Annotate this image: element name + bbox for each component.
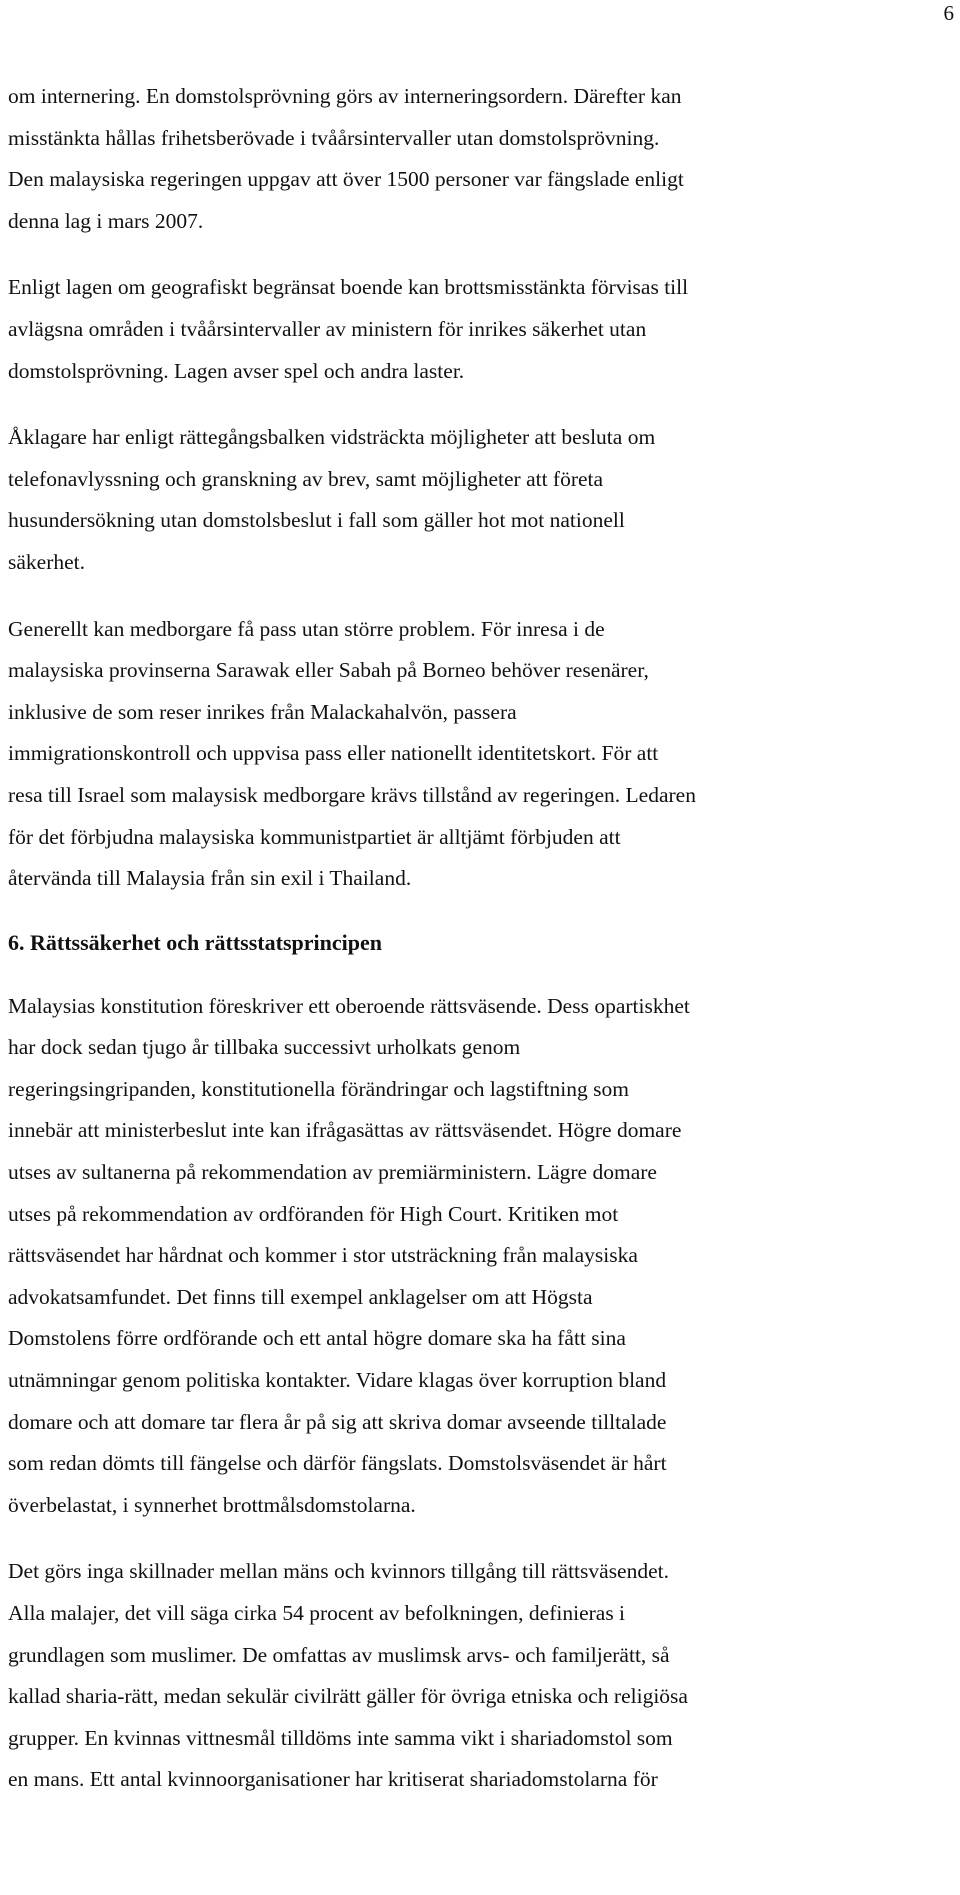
paragraph-pass: Generellt kan medborgare få pass utan större problem. För inresa i de malaysiska provinserna Sarawak eller Sabah på Borneo behöver resenärer, inklusive de som reser inrikes från Malackahalvön, passera immigrationskontroll och uppvisa pass eller nationellt identitetskort. För att resa till Israel som malaysisk medborgare krävs tillstånd av regeringen. Ledaren för det förbjudna malaysiska kommunistpartiet är alltjämt förbjuden att återvända till Malaysia från sin exil i Thailand.: [8, 616, 696, 891]
section-heading: 6. Rättssäkerhet och rättsstatsprincipen: [8, 929, 382, 955]
paragraph-aklagare: Åklagare har enligt rättegångsbalken vidsträckta möjligheter att besluta om telefonavlyssning och granskning av brev, samt möjligheter att företa husundersökning utan domstolsbeslut i fall som gäller hot mot nationell säkerhet.: [8, 425, 656, 574]
page-number: 6: [943, 1, 954, 25]
paragraph-kvinnor: Det görs inga skillnader mellan mäns och kvinnors tillgång till rättsväsendet. Alla malajer, det vill säga cirka 54 procent av befolkningen, definieras i grundlagen som muslimer. De omfattas av muslimsk arvs- och familjerätt, så kallad sharia-rätt, medan sekulär civilrätt gäller för övriga etniska och religiösa grupper. En kvinnas vittnesmål tilldöms inte samma vikt i shariadomstol som en mans. Ett antal kvinnoorganisationer har kritiserat shariadomstolarna för: [8, 1559, 688, 1792]
document-body: [8, 76, 958, 1801]
paragraph-rattsvasende: Malaysias konstitution föreskriver ett oberoende rättsväsende. Dess opartiskhet har dock sedan tjugo år tillbaka successivt urholkats genom regeringsingripanden, konstitutionella förändringar och lagstiftning som innebär att ministerbeslut inte kan ifrågasättas av rättsväsendet. Högre domare utses av sultanerna på rekommendation av premiärministern. Lägre domare utses på rekommendation av ordföranden för High Court. Kritiken mot rättsväsendet har hårdnat och kommer i stor utsträckning från malaysiska advokatsamfundet. Det finns till exempel anklagelser om att Högsta Domstolens förre ordförande och ett antal högre domare ska ha fått sina utnämningar genom politiska kontakter. Vidare klagas över korruption bland domare och att domare tar flera år på sig att skriva domar avseende tilltalade som redan dömts till fängelse och därför fängslats. Domstolsväsendet är hårt överbelastat, i synnerhet brottmålsdomstolarna.: [8, 993, 690, 1517]
paragraph-internering: om internering. En domstolsprövning görs av interneringsordern. Därefter kan misstänkta hållas frihetsberövade i tvåårsintervaller utan domstolsprövning. Den malaysiska regeringen uppgav att över 1500 personer var fängslade enligt denna lag i mars 2007.: [8, 84, 684, 233]
paragraph-geografiskt-boende: Enligt lagen om geografiskt begränsat boende kan brottsmisstänkta förvisas till avlägsna områden i tvåårsintervaller av ministern för inrikes säkerhet utan domstolsprövning. Lagen avser spel och andra laster.: [8, 275, 689, 383]
